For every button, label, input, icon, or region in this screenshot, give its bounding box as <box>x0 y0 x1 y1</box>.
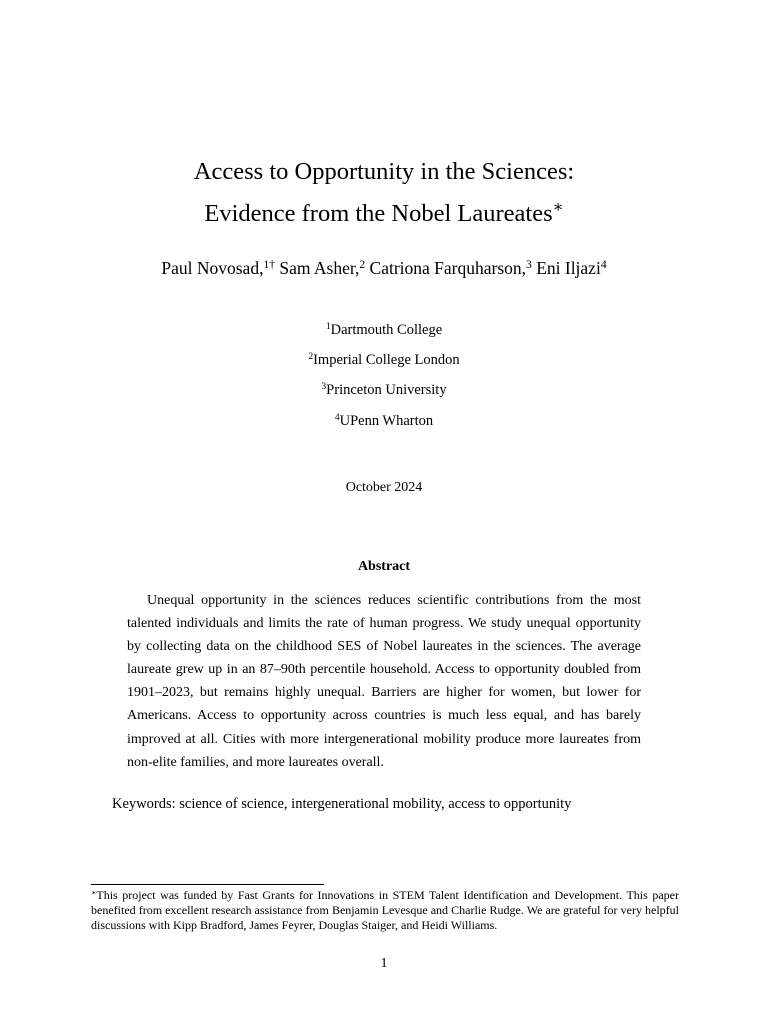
author-affiliation-marker: 2 <box>359 258 366 271</box>
affiliation-marker: 2 <box>308 350 314 362</box>
affiliation-name: Dartmouth College <box>330 322 443 338</box>
paper-title-line-2 <box>0 199 768 229</box>
footnote-text: This project was funded by Fast Grants for Innovations in STEM Talent Identification and Development. This paper benefited from excellent research assistance from Benjamin Levesque and Charlie Rudge. We are grateful for very helpful discussions with Kipp Bradford, James Feyrer, Douglas Staiger, and Heidi Williams. <box>91 888 679 932</box>
author-list <box>0 258 768 279</box>
author-name: Catriona Farquharson, <box>369 258 527 278</box>
affiliation-marker: 3 <box>321 380 327 392</box>
author-name: Eni Iljazi <box>536 258 601 278</box>
affiliation-2 <box>0 352 768 369</box>
paper-title-line-1 <box>0 157 768 187</box>
keywords-line: Keywords: science of science, intergenerational mobility, access to opportunity <box>112 796 572 812</box>
affiliation-1 <box>0 322 768 339</box>
publication-date: October 2024 <box>345 480 423 495</box>
footnote-marker: ∗ <box>91 887 97 897</box>
affiliation-name: Princeton University <box>326 382 447 398</box>
author-name: Paul Novosad, <box>161 258 264 278</box>
paper-title-line-1-text: Access to Opportunity in the Sciences: <box>193 158 575 185</box>
affiliation-marker: 4 <box>334 411 340 423</box>
author-name: Sam Asher, <box>279 258 360 278</box>
paper-title-line-2-text: Evidence from the Nobel Laureates <box>204 200 553 227</box>
affiliation-4 <box>0 413 768 430</box>
author-affiliation-marker: 4 <box>600 258 607 271</box>
author-affiliation-marker: 3 <box>526 258 532 271</box>
affiliation-marker: 1 <box>325 320 331 332</box>
affiliation-name: UPenn Wharton <box>339 413 434 429</box>
abstract-body <box>127 589 641 774</box>
footnote-rule <box>91 884 324 885</box>
footnote <box>91 888 679 933</box>
title-footnote-marker: ∗ <box>552 199 564 217</box>
page-number: 1 <box>380 956 388 971</box>
affiliation-name: Imperial College London <box>313 352 460 368</box>
author-affiliation-marker: 1† <box>263 258 275 271</box>
abstract-heading: Abstract <box>357 559 411 574</box>
abstract-paragraph: Unequal opportunity in the sciences reduces scientific contributions from the most talented individuals and limits the rate of human progress. We study unequal opportunity by collecting data on the childhood SES of Nobel laureates in the sciences. The average laureate grew up in an 87–90th percentile household. Access to opportunity doubled from 1901–2023, but remains highly unequal. Barriers are higher for women, but lower for Americans. Access to opportunity across countries is much less equal, and has barely improved at all. Cities with more intergenerational mobility produce more laureates from non-elite families, and more laureates overall. <box>127 593 641 770</box>
affiliation-3 <box>0 382 768 399</box>
